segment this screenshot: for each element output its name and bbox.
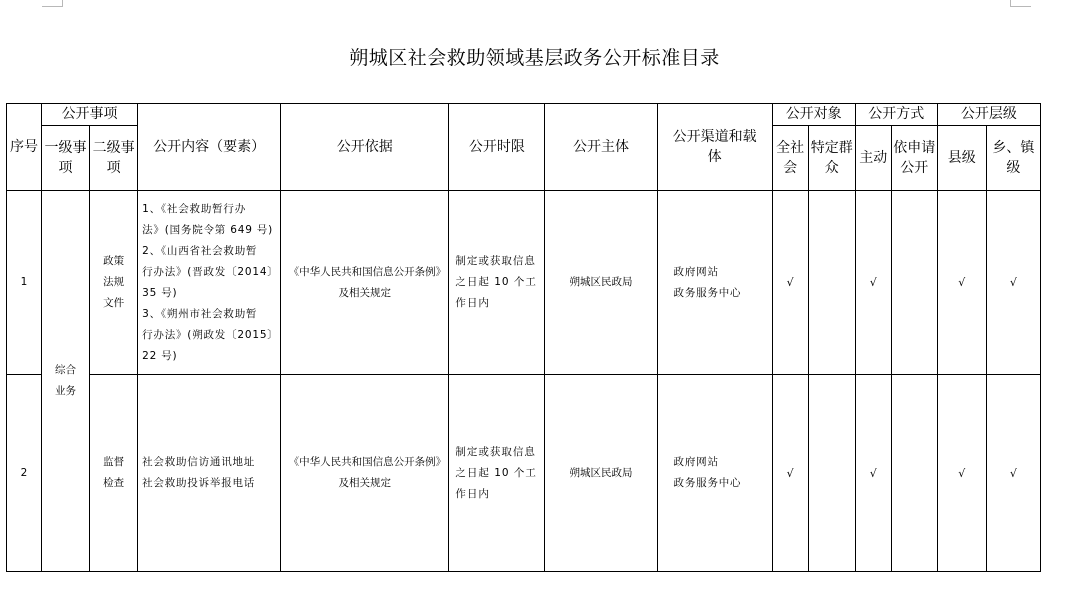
table-row	[7, 375, 1041, 572]
content-line: 22 号)	[142, 349, 178, 362]
channel-line: 政府网站	[673, 265, 719, 278]
header-time-limit: 公开时限	[449, 104, 545, 191]
channel-line: 政务服务中心	[673, 286, 742, 299]
page-corner-mark-left	[42, 0, 63, 7]
channel-line: 政府网站	[673, 456, 719, 468]
header-method-request: 依申请公开	[891, 126, 937, 191]
check-target-specific	[808, 375, 855, 572]
content-line: 3、《朔州市社会救助暂	[142, 307, 258, 320]
row-subject: 朔城区民政局	[545, 375, 657, 572]
header-item-group: 公开事项	[42, 104, 138, 126]
row-basis: 《中华人民共和国信息公开条例》及相关规定	[281, 191, 449, 375]
content-line: 2、《山西省社会救助暂	[142, 244, 258, 257]
content-line: 行办法》(晋政发〔2014〕	[142, 265, 279, 278]
page-corner-mark-right	[1010, 0, 1031, 7]
header-seq: 序号	[7, 104, 42, 191]
header-row-top	[7, 104, 1041, 126]
level1-merged-cell: 综合业务	[42, 191, 90, 572]
header-level-group: 公开层级	[937, 104, 1040, 126]
header-target-specific: 特定群众	[808, 126, 855, 191]
row-channel	[657, 375, 772, 572]
row-level2: 政策法规文件	[90, 191, 138, 375]
document-title: 朔城区社会救助领域基层政务公开标准目录	[349, 47, 720, 69]
check-target-all: √	[772, 375, 808, 572]
catalog-table	[6, 103, 1041, 572]
check-level-county: √	[937, 375, 986, 572]
table-row	[7, 191, 1041, 375]
check-target-specific	[808, 191, 855, 375]
channel-line: 政务服务中心	[673, 477, 742, 489]
row-time-limit: 制定或获取信息之日起 10 个工作日内	[449, 375, 545, 572]
content-line: 1、《社会救助暂行办	[142, 202, 247, 215]
header-level-county: 县级	[937, 126, 986, 191]
content-line: 社会救助信访通讯地址	[142, 456, 256, 468]
header-method-group: 公开方式	[855, 104, 937, 126]
content-line: 35 号)	[142, 286, 178, 299]
row-time-limit: 制定或获取信息之日起 10 个工作日内	[449, 191, 545, 375]
content-line: 社会救助投诉举报电话	[142, 477, 256, 489]
check-method-active: √	[855, 375, 891, 572]
header-basis: 公开依据	[281, 104, 449, 191]
row-content	[138, 191, 281, 375]
content-line: 法》(国务院令第 649 号)	[142, 223, 274, 236]
check-level-county: √	[937, 191, 986, 375]
header-target-group: 公开对象	[772, 104, 855, 126]
check-method-active: √	[855, 191, 891, 375]
header-level2: 二级事项	[90, 126, 138, 191]
header-channel: 公开渠道和载体	[657, 104, 772, 191]
row-basis: 《中华人民共和国信息公开条例》及相关规定	[281, 375, 449, 572]
check-method-request	[891, 375, 937, 572]
header-level1: 一级事项	[42, 126, 90, 191]
row-subject: 朔城区民政局	[545, 191, 657, 375]
check-level-town: √	[986, 191, 1040, 375]
header-subject: 公开主体	[545, 104, 657, 191]
check-target-all: √	[772, 191, 808, 375]
header-method-active: 主动	[855, 126, 891, 191]
check-method-request	[891, 191, 937, 375]
row-channel	[657, 191, 772, 375]
row-seq: 1	[7, 191, 42, 375]
header-content: 公开内容（要素）	[138, 104, 281, 191]
header-level-town: 乡、镇级	[986, 126, 1040, 191]
content-line: 行办法》(朔政发〔2015〕	[142, 328, 279, 341]
header-target-all: 全社会	[772, 126, 808, 191]
check-level-town: √	[986, 375, 1040, 572]
row-level2: 监督检查	[90, 375, 138, 572]
row-seq: 2	[7, 375, 42, 572]
row-content	[138, 375, 281, 572]
